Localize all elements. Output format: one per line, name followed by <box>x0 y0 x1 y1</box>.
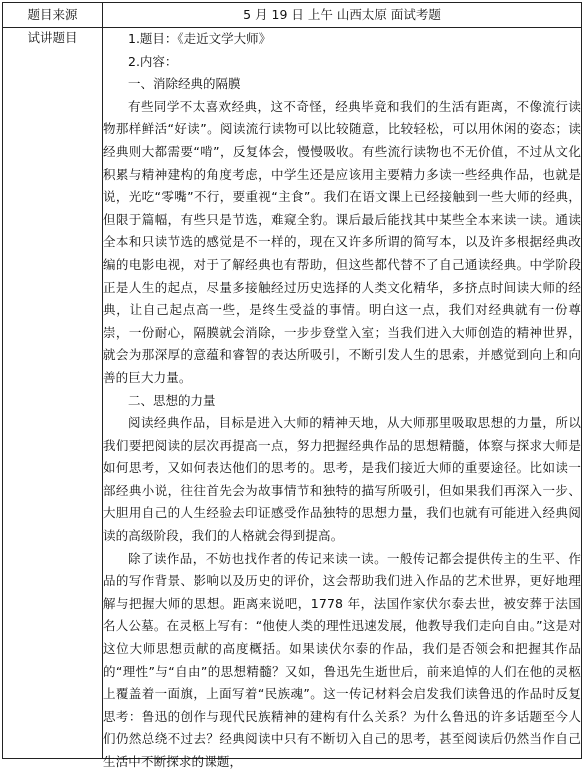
content-label: 2.内容： <box>128 53 178 69</box>
section1-paragraph: 有些同学不太喜欢经典，这不奇怪，经典毕竟和我们的生活有距离，不像流行读物那样鲜活“好读”。阅读流行读物可以比较随意，比较轻松，可以用休闲的姿态；读经典则大都需要“啃”，反复体会，慢慢吸收。有些流行读物也不无价值，不过从文化积累与精神建构的角度考虑，中学生还是应该用主要精力多读一些经典作品，也就是说，光吃“零嘴”不行，要重视“主食”。我们在语文课上已经接触到一些大师的经典，但限于篇幅，有些只是节选，难窥全豹。课后最后能找其中某些全本来读一读。通读全本和只读节选的感觉是不一样的，现在又许多所谓的简写本，以及许多根据经典改编的电影电视，对于了解经典也有帮助，但这些都代替不了自己通读经典。中学阶段正是人生的起点，尽量多接触经过历史选择的人类文化精华，多挤点时间读大师的经典，让自己起点高一些，是终生受益的事情。明白这一点，我们对经典就有一份尊崇，一份耐心，隔膜就会消除，一步步登堂入室；当我们进入大师创造的精神世界，就会为那深厚的意蕴和睿智的表达所吸引，不断引发人生的思索，并感觉到向上和向善的巨大力量。 <box>103 98 581 385</box>
header-row <box>3 3 582 28</box>
content-cell <box>103 28 582 769</box>
content-body <box>103 28 581 769</box>
section2-heading: 二、思想的力量 <box>128 392 216 408</box>
section2-paragraph-2: 除了读作品，不妨也找作者的传记来读一读。一般传记都会提供传主的生平、作品的写作背景、影响以及历史的评价，这会帮助我们进入作品的艺术世界，更好地理解与把握大师的思想。距离来说吧，1778 年，法国作家伏尔泰去世，被安葬于法国名人公墓。在灵柩上写有：“他使人类的理性迅速发展，他教导我们走向自由。”这是对这位大师思想贡献的高度概括。如果读伏尔泰的作品，我们是否领会和把握其作品的“理性”与“自由”的思想精髓？又如，鲁迅先生逝世后，前来追悼的人们在他的灵柩上覆盖着一面旗，上面写着“民族魂”。这一传记材料会启发我们读鲁迅的作品时反复思考：鲁迅的创作与现代民族精神的建构有什么关系？为什么鲁迅的许多话题至今人们仍然总绕不过去？经典阅读中只有不断切入自己的思考，甚至阅读后仍然当作自己生活中不断探求的课题， <box>103 550 581 769</box>
section1-heading: 一、消除经典的隔膜 <box>128 76 241 92</box>
section2-paragraph-1: 阅读经典作品，目标是进入大师的精神天地，从大师那里吸取思想的力量，所以我们要把阅读的层次再提高一点，努力把握经典作品的思想精髓，体察与探求大师是如何思考，又如何表达他们的思考的。思考，是我们接近大师的重要途径。比如读一部经典小说，往往首先会为故事情节和独特的描写所吸引，但如果我们再深入一步、大胆用自己的人生经验去印证感受作品独特的思想力量，我们也就有可能进入经典阅读的高级阶段，我们的人格就会得到提高。 <box>103 415 581 544</box>
source-label: 题目来源 <box>3 3 103 28</box>
row-label: 试讲题目 <box>3 28 103 759</box>
source-value: 5 月 19 日 上午 山西太原 面试考题 <box>103 3 582 28</box>
title-line: 1.题目：《走近文学大师》 <box>128 31 272 46</box>
content-row <box>3 28 582 759</box>
exam-question-table <box>2 2 582 769</box>
